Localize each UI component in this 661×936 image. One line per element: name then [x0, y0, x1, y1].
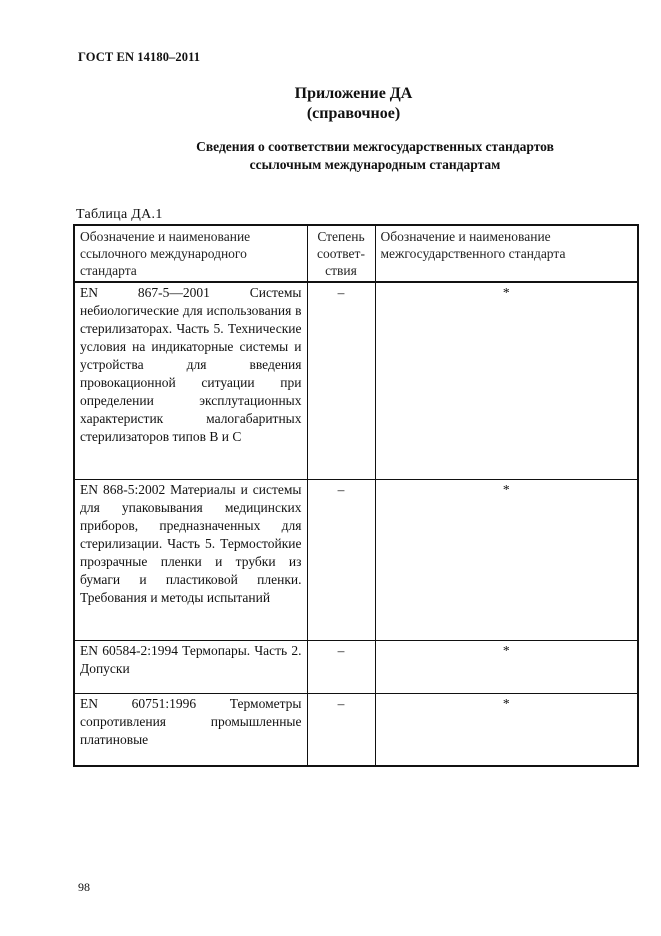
section-title-line: Сведения о соответствии межгосударственных стандартов	[196, 139, 554, 154]
interstate-standard-cell: *	[375, 641, 638, 694]
appendix-subtitle-line: (справочное)	[306, 105, 401, 122]
international-standard-cell: EN 868-5:2002 Материалы и системы для упаковывания медицинских приборов, предназначенных для стерилизации. Часть 5. Термостойкие прозрачные пленки и трубки из бумаги и пластиковой пленки. Требования и методы испытаний	[74, 480, 307, 641]
table-row	[74, 694, 638, 767]
section-title	[110, 138, 640, 174]
international-standard-cell: EN 60751:1996 Термометры сопротивления промышленные платиновые	[74, 694, 307, 767]
interstate-standard-cell: *	[375, 480, 638, 641]
column-header-interstate: Обозначение и наименование межгосударственного стандарта	[375, 225, 638, 282]
degree-cell: –	[307, 641, 375, 694]
appendix-title	[0, 84, 661, 124]
section-title-line: ссылочным международным стандартам	[249, 157, 501, 172]
interstate-standard-cell: *	[375, 282, 638, 480]
column-header-international: Обозначение и наименование ссылочного международного стандарта	[74, 225, 307, 282]
document-code: ГОСТ EN 14180–2011	[78, 50, 201, 64]
degree-cell: –	[307, 480, 375, 641]
table-row	[74, 641, 638, 694]
interstate-standard-cell: *	[375, 694, 638, 767]
page-number: 98	[78, 880, 90, 894]
international-standard-cell: EN 867-5—2001 Системы небиологические для использования в стерилизаторах. Часть 5. Технические условия на индикаторные системы и устройства для введения провокационной ситуации при определении эксплутационных характеристик малогабаритных стерилизаторов типов В и С	[74, 282, 307, 480]
degree-cell: –	[307, 694, 375, 767]
table-caption: Таблица ДА.1	[76, 207, 163, 222]
column-header-degree: Степень соответствия	[307, 225, 375, 282]
table-row	[74, 480, 638, 641]
standards-table	[73, 224, 639, 767]
appendix-title-line: Приложение ДА	[294, 85, 413, 102]
table-row	[74, 282, 638, 480]
international-standard-cell: EN 60584-2:1994 Термопары. Часть 2. Допуски	[74, 641, 307, 694]
degree-cell: –	[307, 282, 375, 480]
table-header-row	[74, 225, 638, 282]
